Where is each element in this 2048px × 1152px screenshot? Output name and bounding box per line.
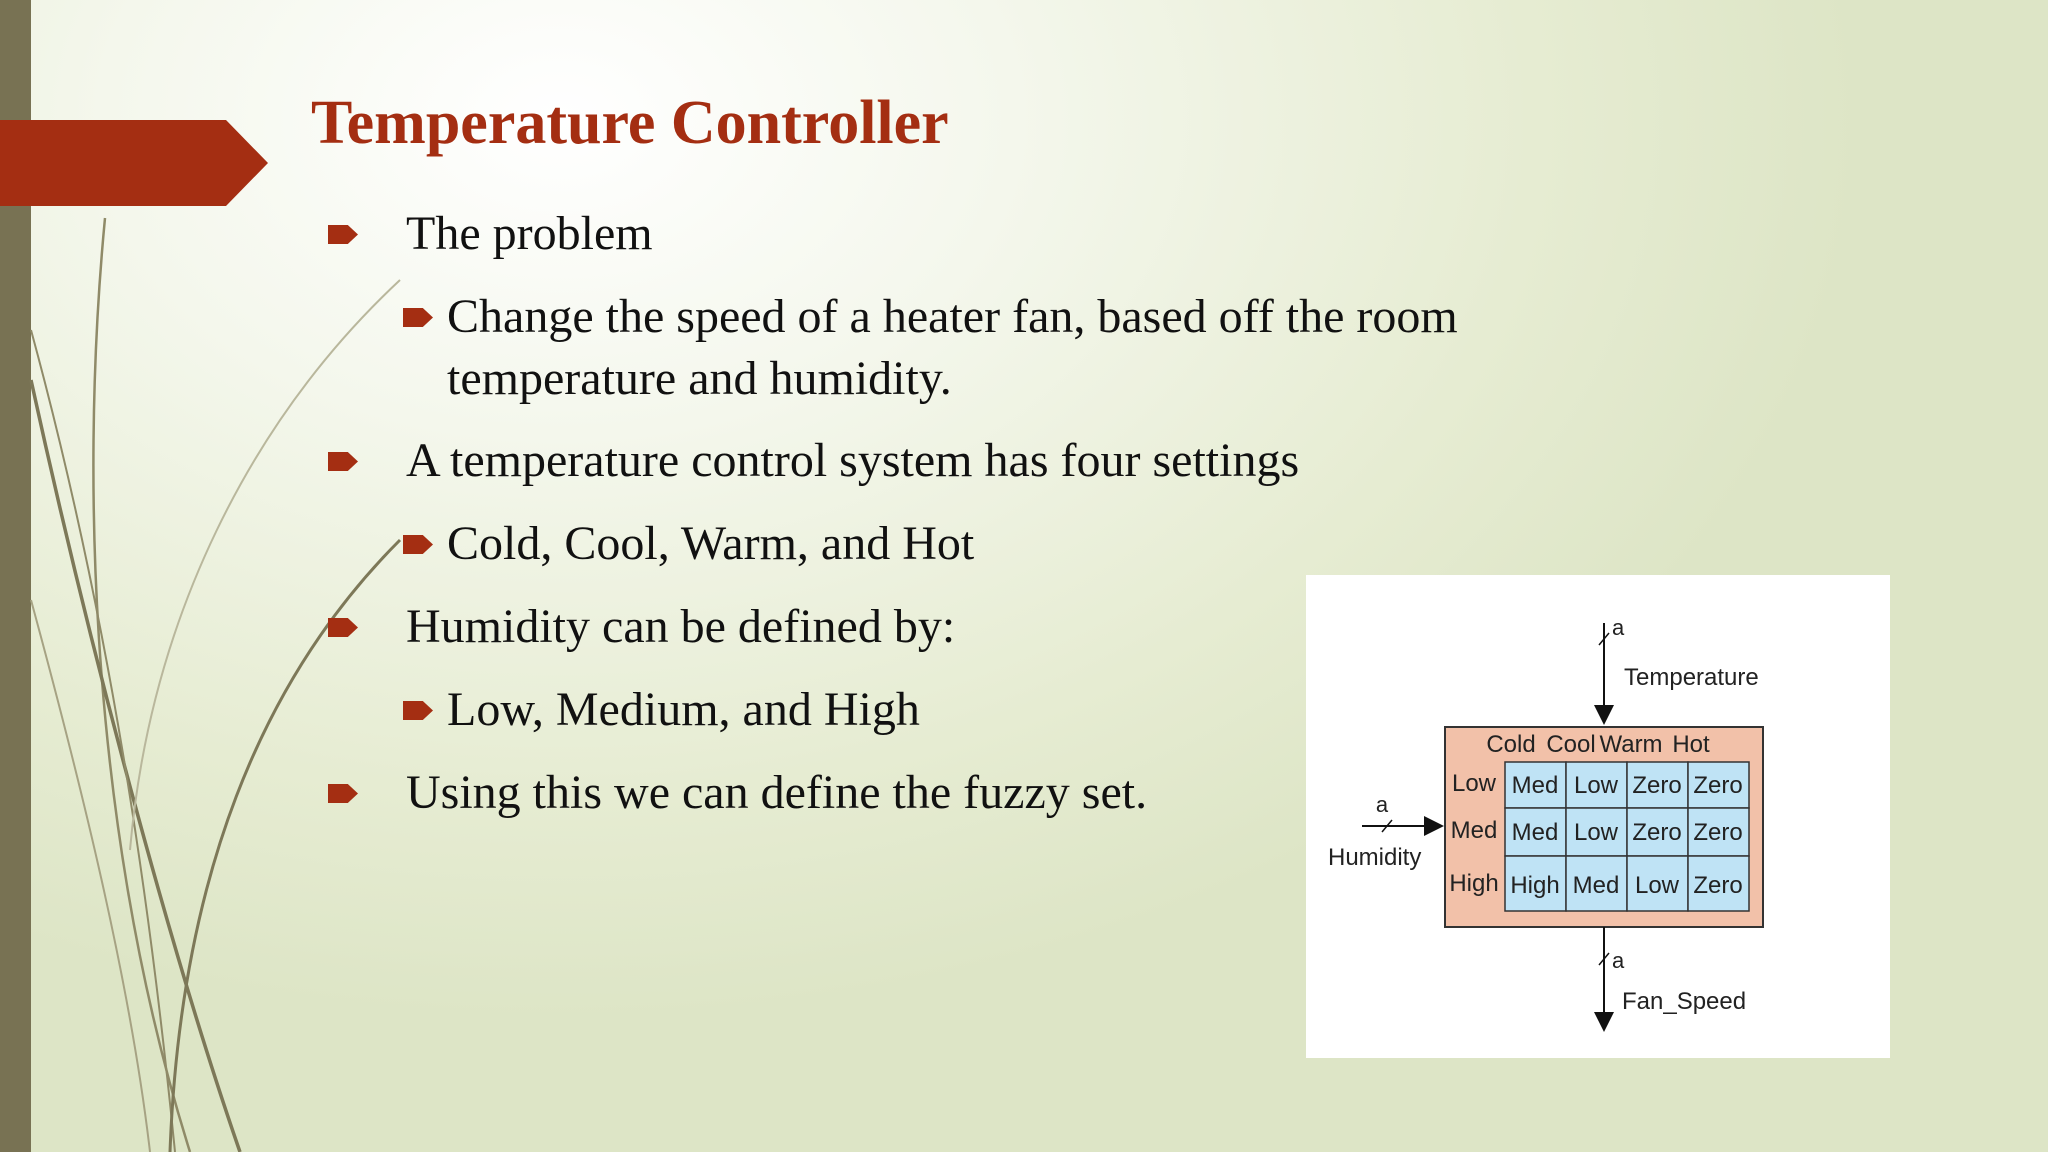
bullet-arrow-icon <box>403 701 433 720</box>
row-header: High <box>1449 870 1499 897</box>
title-arrow-banner <box>0 120 268 206</box>
rule-cell-value: Zero <box>1632 819 1682 846</box>
rule-cell-value: Zero <box>1693 772 1743 799</box>
bullet-text: The problem <box>406 207 653 260</box>
fuzzy-controller-diagram <box>1306 575 1890 1058</box>
temperature-label: Temperature <box>1624 664 1759 691</box>
rule-cell-value: Low <box>1634 872 1680 899</box>
bullet-arrow-icon <box>403 535 433 554</box>
bullet-problem <box>406 203 653 265</box>
rule-cell-value: Zero <box>1632 772 1682 799</box>
row-header: Low <box>1451 770 1497 797</box>
fan-speed-label: Fan_Speed <box>1622 988 1747 1015</box>
sub-bullet-humidity-levels <box>447 679 920 741</box>
slide-title: Temperature Controller <box>311 89 949 157</box>
rule-cell-value: Med <box>1572 872 1620 899</box>
column-header: Cool <box>1546 731 1596 758</box>
bullet-humidity <box>406 596 955 658</box>
column-header: Warm <box>1599 731 1663 758</box>
rule-cell-value: Med <box>1511 819 1559 846</box>
diagram-canvas <box>1306 575 1890 1058</box>
bullet-four-settings <box>406 430 1299 492</box>
rule-cell-value: Low <box>1573 819 1619 846</box>
bullet-text: Using this we can define the fuzzy set. <box>406 766 1148 819</box>
rule-cell-value: High <box>1510 872 1560 899</box>
bullet-text: Humidity can be defined by: <box>406 600 956 653</box>
column-header: Cold <box>1486 731 1536 758</box>
rule-cell-value: Med <box>1511 772 1559 799</box>
rule-cell-value: Low <box>1573 772 1619 799</box>
bullet-text: Cold, Cool, Warm, and Hot <box>447 517 975 570</box>
rule-cell-value: Zero <box>1693 872 1743 899</box>
humidity-label: Humidity <box>1328 844 1422 871</box>
bullet-fuzzy-set <box>406 762 1147 824</box>
column-header: Hot <box>1672 731 1710 758</box>
temperature-signal-label: a <box>1612 615 1625 640</box>
bullet-arrow-icon <box>403 308 433 327</box>
sub-bullet-change-speed <box>447 286 1557 410</box>
sub-bullet-temperature-settings <box>447 513 974 575</box>
rule-cell-value: Zero <box>1693 819 1743 846</box>
row-header: Med <box>1450 817 1498 844</box>
bullet-text: Low, Medium, and High <box>447 683 920 736</box>
humidity-signal-label: a <box>1375 792 1389 817</box>
bullet-text: Change the speed of a heater fan, based off the room temperature and humidity. <box>447 290 1458 405</box>
fan-speed-signal-label: a <box>1612 948 1625 973</box>
bullet-text: A temperature control system has four settings <box>406 434 1300 487</box>
